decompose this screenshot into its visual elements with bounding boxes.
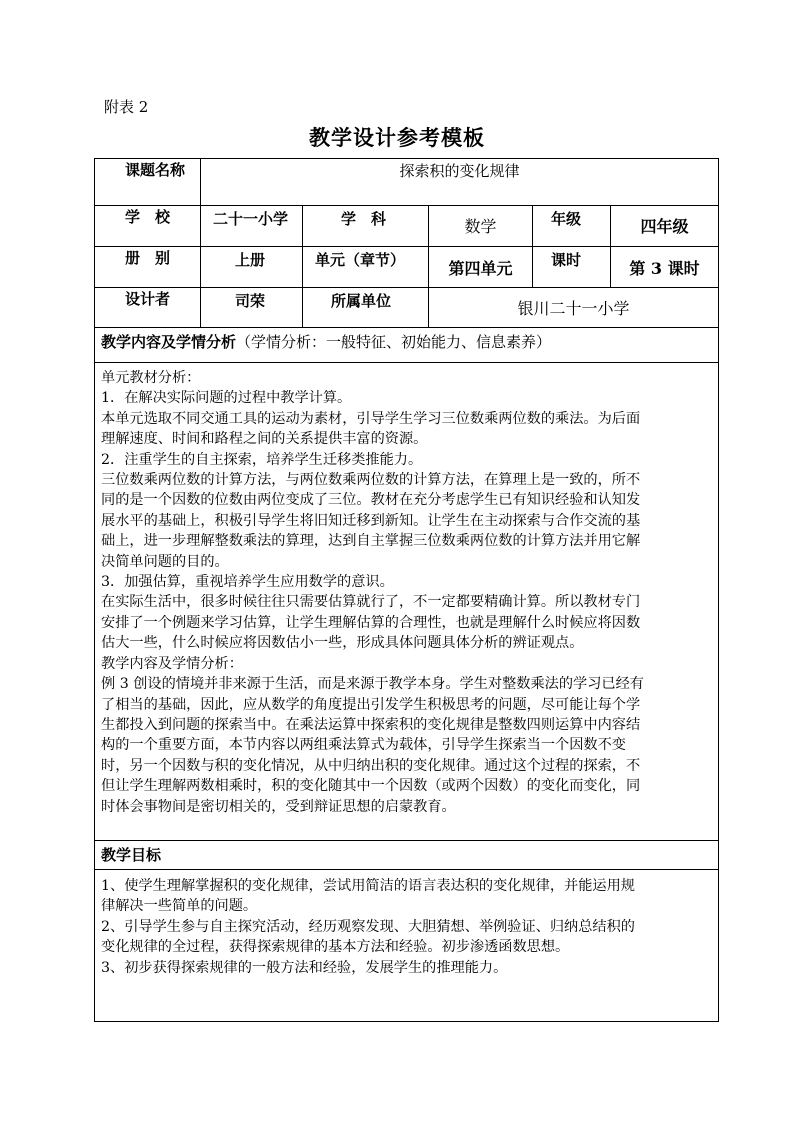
topic-label: 课题名称 (95, 159, 201, 206)
text-line: 理解速度、时间和路程之间的关系提供丰富的资源。 (101, 431, 428, 448)
subject-label: 学 科 (303, 206, 429, 247)
period-value: 第 3 课时 (611, 247, 719, 288)
text-line: 了相当的基础，因此，应从数学的角度提出引发学生积极思考的问题，尽可能让每个学 (101, 696, 641, 713)
text-line: 展水平的基础上，积极引导学生将旧知迁移到新知。让学生在主动探索与合作交流的基 (101, 512, 641, 529)
volume-value: 上册 (201, 247, 303, 288)
topic-value: 探索积的变化规律 (201, 159, 719, 206)
org-value: 银川二十一小学 (429, 288, 719, 328)
text-line: 3．加强估算，重视培养学生应用数学的意识。 (101, 574, 394, 591)
lesson-plan-table (94, 158, 719, 1022)
section1-header-row (95, 328, 719, 363)
text-line: 生都投入到问题的探索当中。在乘法运算中探索积的变化规律是整数四则运算中内容结 (101, 716, 641, 733)
section1-header (95, 328, 719, 363)
text-line: 决简单问题的目的。 (101, 553, 229, 570)
school-row (95, 206, 719, 247)
unit-value: 第四单元 (429, 247, 533, 288)
designer-value: 司荣 (201, 288, 303, 328)
section1-body (95, 363, 719, 841)
org-label: 所属单位 (303, 288, 429, 328)
text-line: 单元教材分析： (101, 370, 201, 386)
text-line: 构的一个重要方面，本节内容以两组乘法算式为载体，引导学生探索当一个因数不变 (101, 737, 626, 754)
section1-heading: 教学内容及学情分析 (101, 333, 237, 351)
subject-value: 数学 (429, 206, 533, 247)
text-line: 2．注重学生的自主探索，培养学生迁移类推能力。 (101, 451, 423, 468)
text-line: 同的是一个因数的位数由两位变成了三位。教材在充分考虑学生已有知识经验和认知发 (101, 492, 641, 509)
designer-row (95, 288, 719, 328)
text-line: 本单元选取不同交通工具的运动为素材，引导学生学习三位数乘两位数的乘法。为后面 (101, 410, 641, 427)
section1-heading-note: （学情分析：一般特征、初始能力、信息素养） (236, 333, 552, 351)
text-line: 时体会事物间是密切相关的，受到辩证思想的启蒙教育。 (101, 798, 456, 815)
section2-body (95, 870, 719, 1022)
text-line: 3、初步获得探索规律的一般方法和经验，发展学生的推理能力。 (101, 959, 508, 976)
text-line: 1、使学生理解掌握积的变化规律，尝试用简洁的语言表达积的变化规律，并能运用规 (101, 878, 635, 894)
text-line: 础上，进一步理解整数乘法的算理，达到自主掌握三位数乘两位数的计算方法并用它解 (101, 533, 641, 550)
section2-body-row (95, 870, 719, 1022)
school-value: 二十一小学 (201, 206, 303, 247)
designer-label: 设计者 (95, 288, 201, 328)
volume-label: 册 别 (95, 247, 201, 288)
text-line: 安排了一个例题来学习估算，让学生理解估算的合理性，也就是理解什么时候应将因数 (101, 614, 641, 631)
text-line: 但让学生理解两数相乘时，积的变化随其中一个因数（或两个因数）的变化而变化，同 (101, 778, 641, 795)
text-line: 三位数乘两位数的计算方法，与两位数乘两位数的计算方法，在算理上是一致的，所不 (101, 472, 641, 489)
text-line: 估大一些，什么时候应将因数估小一些，形成具体问题具体分析的辨证观点。 (101, 635, 584, 652)
section2-header (95, 841, 719, 870)
period-label: 课时 (533, 247, 611, 288)
page-title: 教学设计参考模板 (309, 125, 485, 150)
grade-label: 年级 (533, 206, 611, 247)
text-line: 时，另一个因数与积的变化情况，从中归纳出积的变化规律。通过这个过程的探索，不 (101, 757, 641, 774)
section2-header-row (95, 841, 719, 870)
section2-heading: 教学目标 (101, 846, 162, 864)
grade-value: 四年级 (611, 206, 719, 247)
unit-label: 单元（章节） (303, 247, 429, 288)
section1-body-row (95, 363, 719, 841)
appendix-label: 附表 2 (104, 98, 149, 116)
volume-row (95, 247, 719, 288)
text-line: 变化规律的全过程，获得探索规律的基本方法和经验。初步渗透函数思想。 (101, 939, 570, 956)
text-line: 例 3 创设的情境并非来源于生活，而是来源于教学本身。学生对整数乘法的学习已经有 (101, 676, 644, 693)
text-line: 1．在解决实际问题的过程中教学计算。 (101, 390, 352, 407)
school-label: 学 校 (95, 206, 201, 247)
topic-row (95, 159, 719, 206)
text-line: 律解决一些简单的问题。 (101, 898, 258, 915)
text-line: 2、引导学生参与自主探究活动，经历观察发现、大胆猜想、举例验证、归纳总结积的 (101, 918, 635, 935)
text-line: 教学内容及学情分析： (101, 655, 243, 672)
text-line: 在实际生活中，很多时候往往只需要估算就行了，不一定都要精确计算。所以教材专门 (101, 594, 641, 611)
